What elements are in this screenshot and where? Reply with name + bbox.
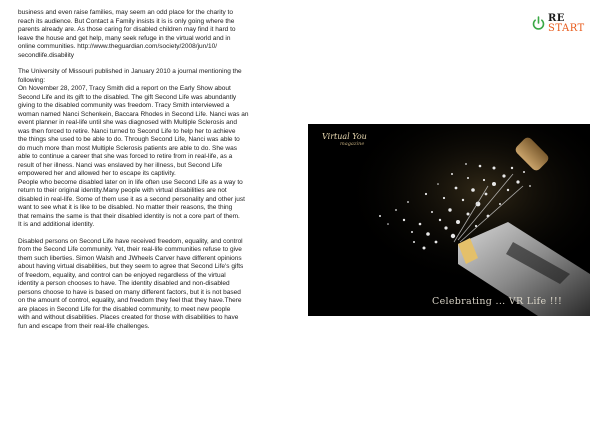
brand-title: Virtual You (322, 132, 367, 141)
paragraph-freedom: Disabled persons on Second Life have received freedom, equality, and control from the Second Life community. Yet, their real-life communities refuse to give them such liberties. Simon Walsh and JWheels Carver have different opinions about having virtual disabilities, but they seem to agree that Second Life's gifts of freedom, equality, and control can be enjoyed regardless of the virtual identity a person chooses to have. The identity disabled and non-disabled persons choose to have is based on many different factors, but it is not based on the amount of control, equality, and freedom they feel that they have.There are places in Second Life for the disabled community, to meet new people with and without disabilities. Places created for those with disabilities to have fun and escape from their real-life challenges. (18, 237, 244, 330)
virtual-you-brand (322, 132, 367, 147)
brand-subtitle: magazine (340, 141, 365, 147)
logo-re-text: RE (548, 13, 565, 24)
paragraph-guardian: business and even raise families, may seem an odd place for the charity to reach its audience. But Contact a Family insists it is is only going where the parents already are. As those caring for disabled children may find it hard to leave the house and get help, many seek refuge in the virtual world and in online communities. http://www.theguardian.com/society/2008/jun/10/ secondlife.disability (18, 9, 236, 59)
paragraph-missouri: The University of Missouri published in January 2010 a journal mentioning the following: On November 28, 2007, Tracy Smith did a report on the Early Show about Second Life and its gift to the disabled. The gift Second Life was abundantly giving to the disabled community was freedom. Tracy Smith interviewed a woman named Nanci Schenkein, Baccara Rhodes in Second Life. Nanci was an event planner in real-life until she was diagnosed with Multiple Sclerosis and was then forced to retire. Nanci turned to Second Life to help her to achieve the things she used to be able to do. Through Second Life, Nanci was able to do much more than most Multiple Sclerosis patients are able to do. She was able to continue a career that she was forced to retire from in real-life, as a result of her illness. Nanci was enslaved by her illness, but Second Life empowered her and allowed her to escape its captivity. People who become disabled later on in life often use Second Life as a way to return to their original identity.Many people with virtual disabilities are not disabled in real-life. Some of them use it as a second personality and other just want to see what it is like to be disabled. No matter their reasons, the thing that remains the same is that their disabled identity is not a core part of them. It is and additional identity. (18, 68, 249, 228)
champagne-image (308, 124, 590, 316)
champagne-illustration (308, 124, 590, 316)
restart-logo (532, 14, 592, 40)
article-text (18, 9, 306, 339)
image-caption: Celebrating ... VR Life !!! (432, 296, 563, 307)
logo-start-text: START (548, 23, 585, 34)
power-icon (532, 16, 545, 31)
